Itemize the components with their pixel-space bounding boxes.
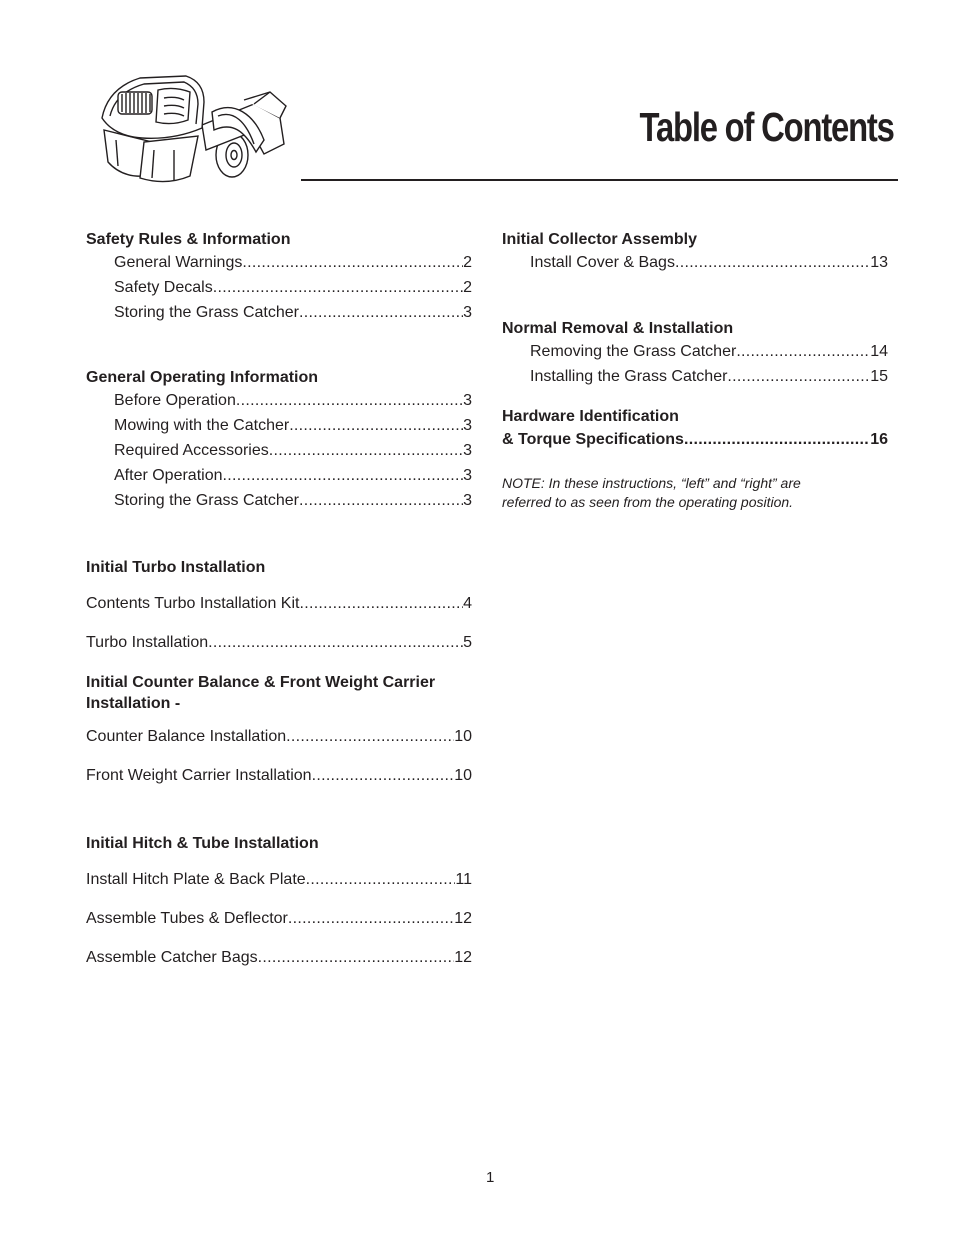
section-heading-hardware: Hardware Identification: [502, 408, 679, 425]
section-heading-removal: Normal Removal & Installation: [502, 320, 734, 337]
toc-entry-page: 12: [454, 910, 472, 927]
toc-entry-page: 5: [463, 634, 472, 651]
orientation-note: [502, 474, 888, 512]
page-number: 1: [486, 1169, 495, 1186]
toc-entry[interactable]: [502, 364, 888, 389]
toc-entry-label: After Operation: [114, 467, 223, 484]
toc-entry-label: Assemble Catcher Bags: [86, 949, 258, 966]
toc-entry[interactable]: [502, 339, 888, 364]
toc-entry[interactable]: [86, 388, 472, 413]
toc-entry-label: Storing the Grass Catcher: [114, 304, 299, 321]
toc-entry-label: Storing the Grass Catcher: [114, 492, 299, 509]
toc-entry-page: 3: [463, 417, 472, 434]
toc-entry[interactable]: [86, 488, 472, 513]
toc-entry[interactable]: [86, 275, 472, 300]
toc-entry-page: 12: [454, 949, 472, 966]
toc-entry[interactable]: [86, 413, 472, 438]
toc-entry-page: 4: [463, 595, 472, 612]
toc-entry-page: 2: [463, 279, 472, 296]
toc-entry-page: 14: [870, 343, 888, 360]
toc-entry[interactable]: [86, 763, 472, 788]
toc-entry-page: 3: [463, 442, 472, 459]
toc-entry-label: General Warnings: [114, 254, 243, 271]
toc-entry-page: 16: [870, 431, 888, 448]
toc-entry-label: Counter Balance Installation: [86, 728, 287, 745]
toc-entry[interactable]: [502, 427, 888, 452]
toc-entry-page: 15: [870, 368, 888, 385]
toc-entry[interactable]: [86, 591, 472, 616]
section-heading-general: General Operating Information: [86, 369, 319, 386]
title-divider: [301, 179, 898, 181]
section-heading-hitch: Initial Hitch & Tube Installation: [86, 835, 319, 852]
toc-entry-label: Required Accessories: [114, 442, 269, 459]
toc-entry[interactable]: [86, 250, 472, 275]
toc-entry-label: Removing the Grass Catcher: [530, 343, 737, 360]
toc-entry[interactable]: [86, 945, 472, 970]
toc-entry[interactable]: [86, 300, 472, 325]
toc-entry-label: Install Cover & Bags: [530, 254, 675, 271]
toc-entry-label: Front Weight Carrier Installation: [86, 767, 312, 784]
toc-entry-page: 10: [454, 728, 472, 745]
toc-entry[interactable]: [502, 250, 888, 275]
section-heading-collector: Initial Collector Assembly: [502, 231, 698, 248]
toc-entry-page: 3: [463, 467, 472, 484]
toc-entry-page: 3: [463, 392, 472, 409]
toc-entry-page: 11: [455, 871, 472, 888]
section-heading-turbo: Initial Turbo Installation: [86, 559, 266, 576]
section-heading-safety: Safety Rules & Information: [86, 231, 291, 248]
toc-entry-page: 3: [463, 304, 472, 321]
toc-entry-label: Mowing with the Catcher: [114, 417, 290, 434]
toc-entry[interactable]: [86, 463, 472, 488]
toc-entry-label: Contents Turbo Installation Kit: [86, 595, 300, 612]
toc-entry-page: 13: [870, 254, 888, 271]
toc-entry[interactable]: [86, 630, 472, 655]
toc-entry-label: & Torque Specifications: [502, 431, 684, 448]
toc-entry[interactable]: [86, 867, 472, 892]
page-title: Table of Contents: [639, 104, 894, 150]
toc-entry-page: 3: [463, 492, 472, 509]
toc-entry[interactable]: [86, 438, 472, 463]
note-line: referred to as seen from the operating position.: [502, 494, 794, 510]
toc-entry-label: Install Hitch Plate & Back Plate: [86, 871, 306, 888]
toc-right-column: [502, 229, 888, 512]
note-line: NOTE: In these instructions, “left” and “right” are: [502, 475, 801, 491]
toc-left-column: [86, 229, 472, 970]
toc-entry[interactable]: [86, 724, 472, 749]
grass-catcher-mower-icon: [94, 70, 294, 188]
section-heading-counter-balance-cont: Installation -: [86, 695, 181, 712]
toc-entry-label: Safety Decals: [114, 279, 213, 296]
toc-entry-page: 10: [454, 767, 472, 784]
toc-entry[interactable]: [86, 906, 472, 931]
toc-entry-label: Turbo Installation: [86, 634, 209, 651]
section-heading-counter-balance: Initial Counter Balance & Front Weight Carrier: [86, 674, 436, 691]
toc-entry-label: Assemble Tubes & Deflector: [86, 910, 288, 927]
toc-entry-page: 2: [463, 254, 472, 271]
toc-entry-label: Before Operation: [114, 392, 236, 409]
toc-entry-label: Installing the Grass Catcher: [530, 368, 728, 385]
